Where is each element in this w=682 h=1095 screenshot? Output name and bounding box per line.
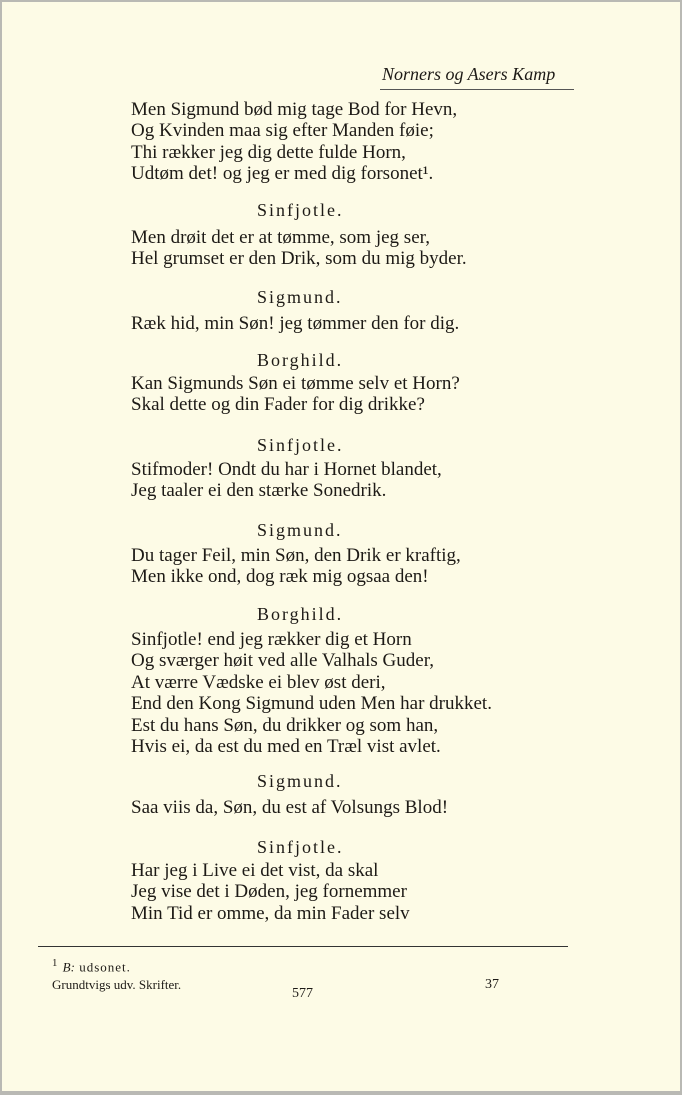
verse-line: Hvis ei, da est du med en Træl vist avlet.: [131, 736, 441, 757]
verse-line: Saa viis da, Søn, du est af Volsungs Blod!: [131, 797, 449, 818]
verse-line: Men ikke ond, dog ræk mig ogsaa den!: [131, 566, 429, 588]
verse-line: Min Tid er omme, da min Fader selv: [131, 902, 410, 924]
verse-line: Thi rækker jeg dig dette fulde Horn,: [131, 141, 406, 163]
page-number: 577: [292, 986, 313, 1001]
footnote-rule: [38, 946, 568, 947]
verse-line: Men drøit det er at tømme, som jeg ser,: [131, 227, 430, 248]
footnote-source: B:: [62, 959, 75, 975]
footnote-text: udsonet.: [79, 959, 131, 975]
verse-line: Jeg vise det i Døden, jeg fornemmer: [131, 881, 407, 903]
verse-line: At værre Vædske ei blev øst deri,: [131, 671, 386, 693]
verse-line: Sinfjotle! end jeg rækker dig et Horn: [131, 629, 412, 650]
verse-line: Og sværger høit ved alle Valhals Guder,: [131, 650, 435, 672]
speaker-name: Sinfjotle.: [257, 200, 344, 220]
running-head: Norners og Asers Kamp: [382, 64, 556, 84]
speaker-name: Sigmund.: [257, 520, 343, 540]
speaker-name: Sinfjotle.: [257, 837, 344, 857]
verse-line: Har jeg i Live ei det vist, da skal: [131, 860, 379, 881]
speaker-name: Borghild.: [257, 350, 344, 370]
verse-line: Du tager Feil, min Søn, den Drik er kraftig,: [131, 545, 461, 566]
verse-line: Stifmoder! Ondt du har i Hornet blandet,: [131, 459, 442, 480]
verse-line: Kan Sigmunds Søn ei tømme selv et Horn?: [131, 373, 460, 394]
speaker-name: Sigmund.: [257, 287, 343, 307]
verse-line: Ræk hid, min Søn! jeg tømmer den for dig.: [131, 313, 460, 334]
footer-title: Grundtvigs udv. Skrifter.: [52, 977, 182, 992]
verse-line: Est du hans Søn, du drikker og som han,: [131, 714, 439, 736]
signature-mark: 37: [485, 977, 499, 992]
verse-line: Men Sigmund bød mig tage Bod for Hevn,: [131, 99, 458, 120]
footnote-marker: 1: [52, 957, 59, 969]
verse-line: Og Kvinden maa sig efter Manden føie;: [131, 120, 434, 142]
speaker-name: Borghild.: [257, 604, 344, 624]
footnote: [52, 957, 131, 975]
verse-line: Udtøm det! og jeg er med dig forsonet¹.: [131, 163, 434, 185]
header-rule: [380, 89, 574, 90]
book-page: [2, 2, 680, 1091]
speaker-name: Sigmund.: [257, 771, 343, 791]
verse-line: Hel grumset er den Drik, som du mig byder.: [131, 248, 467, 270]
verse-line: Jeg taaler ei den stærke Sonedrik.: [131, 480, 387, 502]
verse-line: Skal dette og din Fader for dig drikke?: [131, 394, 425, 416]
verse-line: End den Kong Sigmund uden Men har drukket.: [131, 693, 492, 715]
speaker-name: Sinfjotle.: [257, 435, 344, 455]
